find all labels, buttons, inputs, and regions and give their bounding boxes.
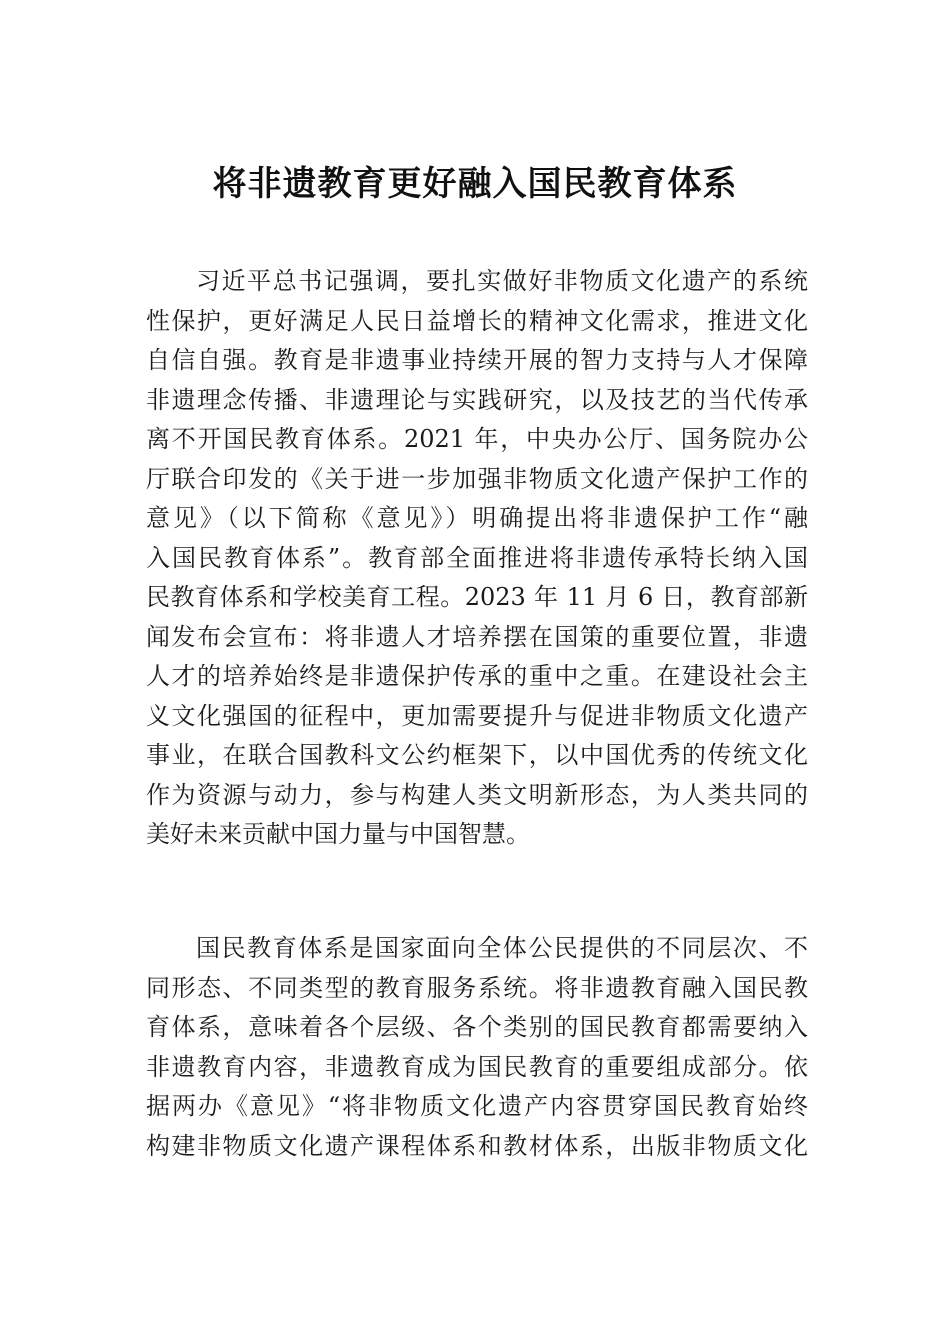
paragraph-line: 义文化强国的征程中，更加需要提升与促进非物质文化遗产 — [146, 701, 808, 730]
paragraph-line: 同形态、不同类型的教育服务系统。将非遗教育融入国民教 — [146, 973, 808, 1002]
paragraph-line: 自信自强。教育是非遗事业持续开展的智力支持与人才保障 — [146, 346, 808, 374]
paragraph-line: 闻发布会宣布：将非遗人才培养摆在国策的重要位置，非遗 — [146, 622, 808, 651]
paragraph-line: 厅联合印发的《关于进一步加强非物质文化遗产保护工作的 — [146, 464, 808, 493]
paragraph-line: 国民教育体系是国家面向全体公民提供的不同层次、不 — [196, 934, 808, 962]
paragraph-line: 习近平总书记强调，要扎实做好非物质文化遗产的系统 — [196, 267, 808, 295]
document-title: 将非遗教育更好融入国民教育体系 — [212, 164, 738, 204]
paragraph-line: 意见》（以下简称《意见》）明确提出将非遗保护工作“融 — [146, 504, 808, 532]
paragraph-line: 性保护，更好满足人民日益增长的精神文化需求，推进文化 — [146, 306, 808, 335]
paragraph-line: 据两办《意见》“将非物质文化遗产内容贯穿国民教育始终 — [146, 1092, 808, 1120]
paragraph-line: 民教育体系和学校美育工程。2023 年 11 月 6 日，教育部新 — [146, 583, 808, 611]
paragraph-line: 离不开国民教育体系。2021 年，中央办公厅、国务院办公 — [146, 425, 808, 453]
paragraph-line: 非遗教育内容，非遗教育成为国民教育的重要组成部分。依 — [146, 1052, 808, 1081]
paragraph-line: 非遗理念传播、非遗理论与实践研究，以及技艺的当代传承 — [146, 385, 808, 414]
paragraph-line: 构建非物质文化遗产课程体系和教材体系，出版非物质文化 — [146, 1131, 808, 1160]
paragraph-line: 人才的培养始终是非遗保护传承的重中之重。在建设社会主 — [146, 662, 808, 690]
paragraph-line: 事业，在联合国教科文公约框架下，以中国优秀的传统文化 — [146, 741, 808, 769]
paragraph-line: 入国民教育体系”。教育部全面推进将非遗传承特长纳入国 — [146, 543, 808, 572]
paragraph-2 — [146, 929, 808, 1166]
paragraph-line: 作为资源与动力，参与构建人类文明新形态，为人类共同的 — [146, 780, 808, 809]
paragraph-line: 美好未来贡献中国力量与中国智慧。 — [146, 820, 530, 848]
paragraph-1 — [146, 262, 808, 855]
paragraph-line: 育体系，意味着各个层级、各个类别的国民教育都需要纳入 — [146, 1013, 808, 1041]
